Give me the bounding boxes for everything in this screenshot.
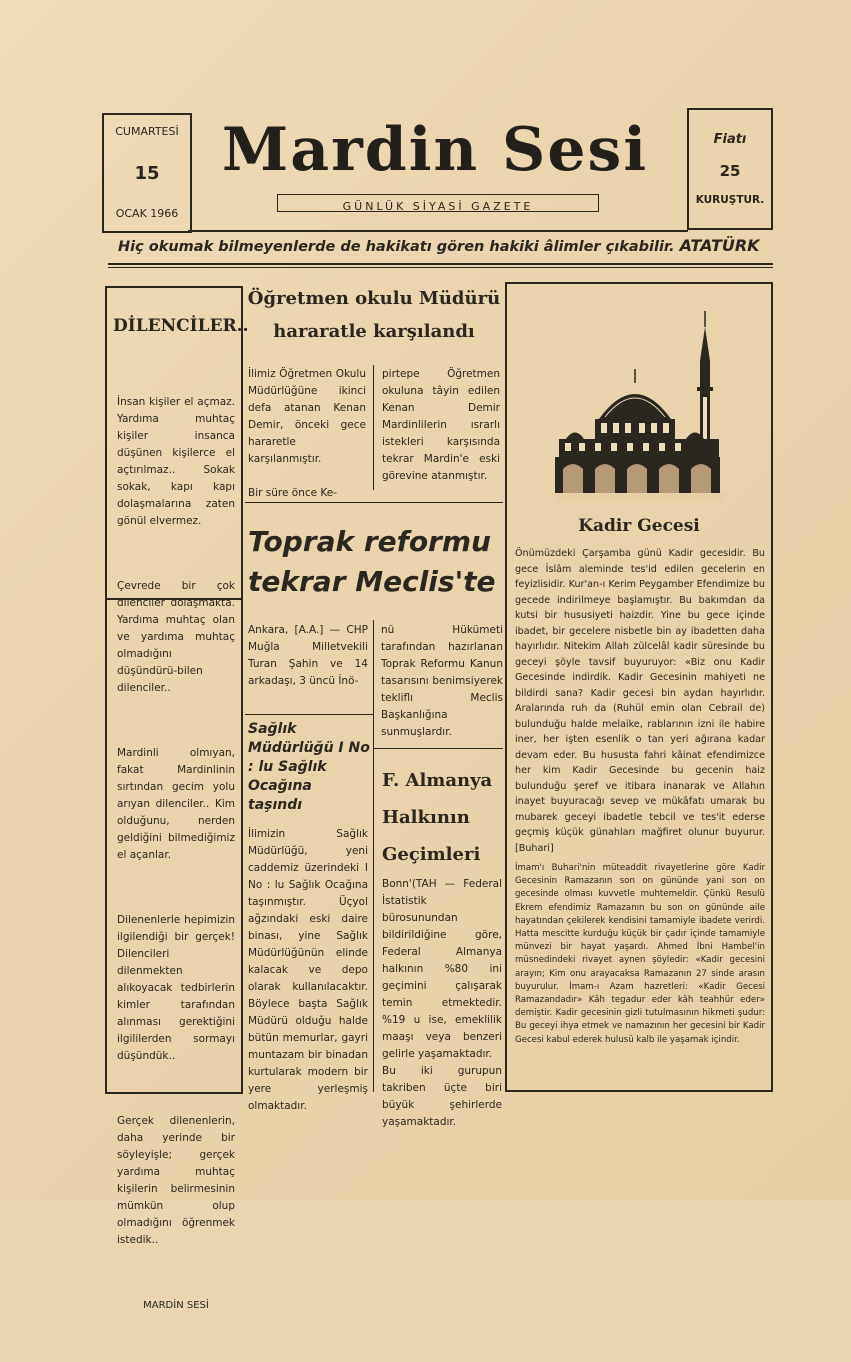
- toprak-headline: [248, 522, 506, 602]
- motto-author: ATATÜRK: [679, 236, 760, 255]
- motto-text: Hiç okumak bilmeyenlerde de hakikatı gören hakiki âlimler çıkabilir.: [118, 239, 675, 255]
- price-label: Fiatı: [713, 132, 747, 147]
- dilenciler-para: İnsan kişiler el açmaz. Yardıma muhtaç kişiler insanca düşünen kişilerce el açtırılmaz.. Sokak sokak, kapı kapı dolaşmalarına zaten gönül elvermez.: [117, 396, 239, 527]
- ogretmen-bottom-rule: [245, 502, 503, 503]
- saglik-headline: Sağlık Müdürlüğü I No : lu Sağlık Ocağına taşındı: [248, 721, 370, 813]
- ogretmen-body-left: İlimiz Öğretmen Okulu Müdürlüğüne ikinci defa atanan Kenan Demir, önceki gece hararetle karşılanmıştır. Bir süre önce Ke-: [248, 368, 366, 499]
- ogretmen-headline-line1: Öğretmen okulu Müdürü: [247, 288, 501, 309]
- almanya-headline-line2: Halkının: [382, 807, 470, 828]
- tagline-text: GÜNLÜK SİYASİ GAZETE: [342, 200, 534, 213]
- month-year: OCAK 1966: [115, 207, 179, 220]
- kadir-body-small: İmam'ı Buhari'nin müteaddit rivayetlerine göre Kadir Gecesinin Ramazanın son on gününde yani son on gecesinde olması kuvvetle muhtemeldir. Çünkü Resulü Ekrem efendimiz Ramazanın bu son on gününde aile hayatından çekilerek kendisini tamamiyle ibadete verirdi. Hatta mescitte kurduğu küçük bir çadır içinde tamamiyle münvezi bir hayat yaşardı. Ahmed İbni Hambel'in müsnedindeki rivayet aynen şöyledir: «Kadir gecesini arayın; Kim onu arayacaksa Ramazanın 27 sinde arasın buyurulur. İmam-ı Azam hazretleri: «Kadir Gecesi Ramazandadır» Kâh tegadur eder kâh teahhür eder» demiştir. Kadir gecesinin gizli tutulmasının hikmeti şudur: Bu geceyi ihya etmek ve namazının her gecesini bir Kadir Gecesi kabul ederek hulusü kalb ile yaşamak içindir.: [515, 863, 768, 1045]
- masthead-rule-2: [108, 267, 773, 268]
- dilenciler-body: [117, 360, 239, 1362]
- weekday: CUMARTESİ: [115, 125, 179, 138]
- toprak-column-rule: [373, 620, 374, 1092]
- column-dilenciler: [105, 286, 249, 1311]
- price-unit: KURUŞTUR.: [695, 194, 765, 206]
- column-kadir-gecesi: [505, 282, 773, 1092]
- newspaper-title: Mardin Sesi: [221, 115, 649, 185]
- dilenciler-headline: DİLENCİLER..: [113, 316, 249, 336]
- toprak-right-bottom-rule: [373, 748, 503, 749]
- price-box: [687, 108, 773, 230]
- date-box: [102, 113, 192, 233]
- almanya-headline-line1: F. Almanya: [382, 770, 493, 791]
- toprak-body-left: Ankara, [A.A.] — CHP Muğla Milletvekili Turan Şahin ve 14 arkadaşı, 3 üncü İnö-: [248, 624, 372, 687]
- almanya-headline: [382, 762, 504, 873]
- kadir-headline: Kadir Gecesi: [578, 516, 700, 536]
- ogretmen-headline: [245, 282, 503, 348]
- dilenciler-para: Mardinli olmıyan, fakat Mardinlinin sırtından gecim yolu arıyan dilenciler.. Kim olduğunu, nerden geldiğini bilmediğimiz el açanlar.: [117, 747, 239, 861]
- ogretmen-headline-line2: hararatle karşılandı: [273, 321, 475, 342]
- almanya-body: Bonn'(TAH — Federal İstatistik bürosunundan bildirildiğine göre, Federal Almanya halkının %80 ini geçimini çalışarak temin etmektedir. %19 u ise, emeklilik maaşı veya benzeri gelirle yaşamaktadır. Bu iki gurupun takriben üçte biri büyük şehirlerde yaşamaktadır.: [382, 878, 502, 1128]
- dilenciler-para: Dilenenlerle hepimizin ilgilendiği bir gerçek! Dilencileri dilenmekten alıkoyacak tedbirlerin kimler tarafından alınması gerektiğini ilgililerden sormayı düşündük..: [117, 914, 239, 1062]
- dilenciler-signature: MARDİN SESİ: [143, 1300, 209, 1311]
- tagline: [277, 194, 599, 212]
- saglik-body: İlimizin Sağlık Müdürlüğü, yeni caddemiz üzerindeki I No : lu Sağlık Ocağına taşınmıştır. Üçyol ağzındaki eski daire binası, yine Sağlık Müdürlüğünün elinde kalacak ve depo olarak kullanılacaktır. Böylece başta Sağlık Müdürü olduğu halde bütün memurlar, gayri muntazam bir binadan kurtularak modern bir yere yerleşmiş olmaktadır.: [248, 828, 372, 1112]
- dilenciler-para: Gerçek dilenenlerin, daha yerinde bir söyleyişle; gerçek yardıma muhtaç kişilerin belirmesinin mümkün olup olmadığını öğrenmek istedik..: [117, 1115, 239, 1246]
- mosque-illustration: [555, 309, 725, 504]
- toprak-headline-line1: Toprak reformu: [248, 525, 491, 558]
- almanya-headline-line3: Geçimleri: [382, 844, 481, 865]
- toprak-left-bottom-rule: [245, 714, 373, 715]
- motto: [118, 236, 778, 255]
- toprak-headline-line2: tekrar Meclis'te: [248, 565, 496, 598]
- day-number: 15: [134, 163, 160, 184]
- ogretmen-body-right: pirtepe Öğretmen okuluna tâyin edilen Kenan Demir Mardinlilerin ısrarlı istekleri karşısında tekrar Mardin'e eski görevine atanmıştır.: [382, 368, 504, 482]
- masthead-top-rule: [188, 230, 688, 232]
- toprak-body-right: nü Hükümeti tarafından hazırlanan Toprak Reformu Kanun tasarısını benimsiyerek tekliflı Meclis Başkanlığına sunmuşlardır.: [381, 624, 507, 738]
- masthead-rule-1: [108, 263, 773, 265]
- dilenciler-para: Çevrede bir çok dilenciler dolaşmakta. Yardıma muhtaç olan ve yardıma muhtaç olmadığını düşündürü-bilen dilenciler..: [117, 580, 239, 694]
- price-value: 25: [719, 162, 741, 180]
- kadir-body: Önümüzdeki Çarşamba günü Kadir gecesidir. Bu gece İslâm aleminde tes'id edilen gecelerin en feyizlisidir. Kur'an-ı Kerim Peygamber Efendimize bu gecede indirilmeye başlamıştır. Bu bakımdan da kutsi bir hususiyeti haizdir. Yine bu gece içinde ibadet, bir gecelere nisbetle bin ay ibadetten daha hayırlıdır. Nitekim Allah zülcelâl kadir süresinde bu geceyi şöyle tavsif buyuruyor: «Biz onu Kadir Gecesinde indirdik. Kadir Gecesinin mahiyeti ne bildirdi sana? Kadir gecesi bin aydan hayırlıdır. Aralarında ruh da (Ruhül emin olan Cebrail de) bulunduğu halde melaike, rablarının izni ile habire iner, her işten esenlik o tan yeri ağırana kadar devam eder. Bu hususta fahri kâinat efendimizce her kim Kadir Gecesinde bu gecenin haiz bulunduğu şeref ve itibara inanarak ve Allahın inayet buyuracağı sevep ve mükâfatı umarak bu mubarek geceyi ibadetle tebcil ve tes'it ederse geçmiş küçük günahları mağfiret olunur buyurur. [Buhari]: [515, 548, 769, 854]
- ogretmen-column-rule: [373, 365, 374, 490]
